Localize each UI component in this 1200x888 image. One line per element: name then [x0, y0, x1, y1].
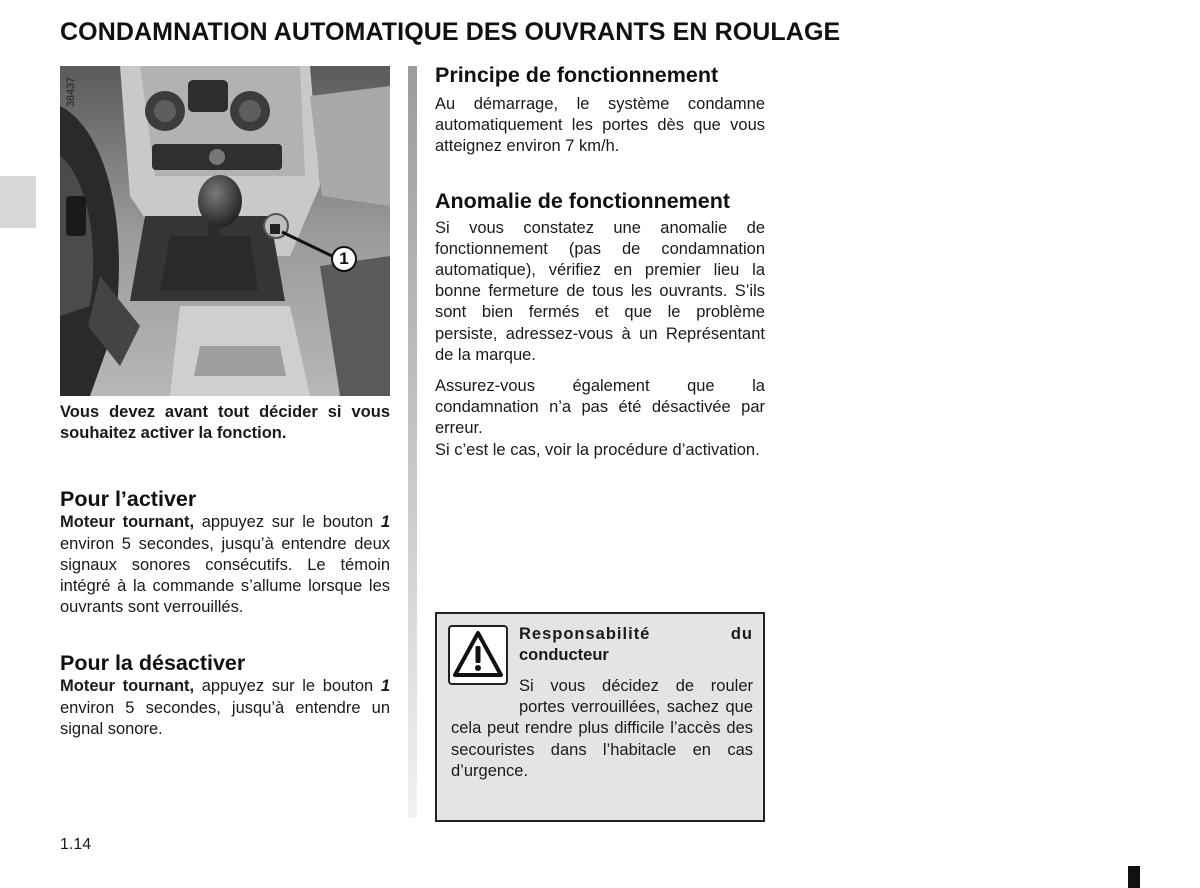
- photo-caption: Vous devez avant tout décider si vous souhaitez activer la fonction.: [60, 403, 390, 443]
- warning-text: Si vous décidez de rouler portes verrouillées, sachez que cela peut rendre plus difficile l’accès des secouristes dans l’habitacle en cas d’urgence.: [451, 677, 753, 780]
- button-callout: 1: [331, 246, 357, 272]
- dashboard-illustration: [60, 66, 390, 396]
- anomaly-heading: Anomalie de fonctionnement: [435, 188, 731, 213]
- dashboard-photo: [60, 66, 390, 396]
- deactivate-text: Moteur tournant, appuyez sur le bouton 1 environ 5 secondes, jusqu’à entendre un signal sonore.: [60, 677, 390, 738]
- column-divider: [408, 66, 417, 818]
- activate-heading: Pour l’activer: [60, 487, 197, 512]
- chapter-tab: [0, 176, 36, 228]
- anomaly-text-2: Assurez-vous également que la condamnation n’a pas été désactivée par erreur.: [435, 377, 765, 438]
- activate-text: Moteur tournant, appuyez sur le bouton 1 environ 5 secondes, jusqu’à entendre deux signaux sonores consécutifs. Le témoin intégré à la commande s’allume lorsque les ouvrants sont verrouillés.: [60, 513, 390, 617]
- deactivate-heading: Pour la désactiver: [60, 651, 246, 676]
- warning-title: Responsabilité du conducteur: [519, 625, 753, 664]
- photo-reference: 38437: [65, 76, 77, 108]
- page-number: 1.14: [60, 836, 92, 853]
- anomaly-text: Si vous constatez une anomalie de fonctionnement (pas de condamnation automatique), vérifiez en premier lieu la bonne fermeture de tous les ouvrants. S’ils sont bien fermés et que le problème persiste, adressez-vous à un Représentant de la marque.: [435, 218, 765, 364]
- page-corner-mark: [1128, 866, 1140, 888]
- right-column: [435, 62, 765, 461]
- anomaly-text-3: Si c’est le cas, voir la procédure d’activation.: [435, 440, 760, 459]
- page-title: CONDAMNATION AUTOMATIQUE DES OUVRANTS EN ROULAGE: [60, 18, 841, 46]
- left-column: [60, 402, 390, 740]
- principle-text: Au démarrage, le système condamne automatiquement les portes dès que vous atteignez environ 7 km/h.: [435, 95, 765, 156]
- principle-heading: Principe de fonctionnement: [435, 63, 719, 87]
- warning-box: [435, 612, 765, 822]
